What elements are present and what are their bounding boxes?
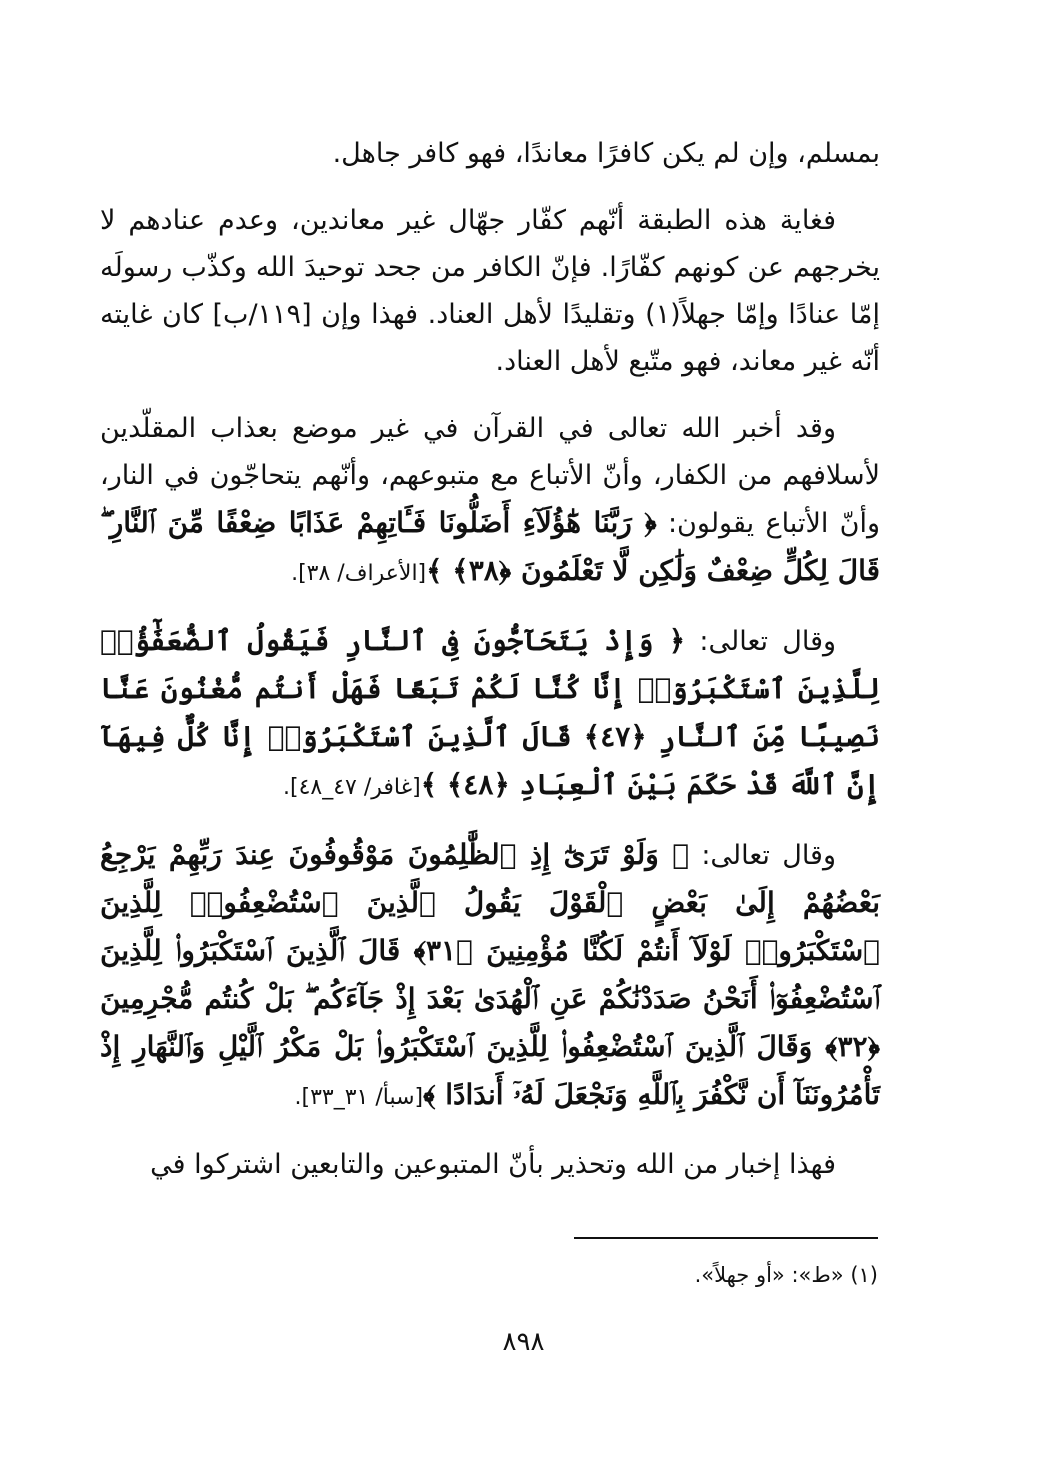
- quran-verse-araf-38: ﴿ رَبَّنَا هَٰٓؤُلَآءِ أَضَلُّونَا فَـَٔاتِهِمْ عَذَابًا ضِعْفًا مِّنَ ٱلنَّارِ ۖ قَالَ لِكُلٍّ ضِعْفٌ وَلَٰكِن لَّا تَعْلَمُونَ ﴿٣٨﴾ ﴾: [100, 506, 880, 587]
- paragraph-2-text: فغاية هذه الطبقة أنّهم كفّار جهّال غير معاندين، وعدم عنادهم لا يخرجهم عن كونهم كفّارًا. فإنّ الكافر من جحد توحيدَ الله وكذّب رسولَه إمّا عنادًا وإمّا جهلاً(١) وتقليدًا لأهل العناد. فهذا وإن [١١٩/ب] كان غايته أنّه غير معاند، فهو متّبع لأهل العناد.: [100, 205, 880, 377]
- verse-reference-ghafir: [غافر/ ٤٧_٤٨].: [283, 775, 421, 800]
- quran-verse-ghafir-47-48: ﴿ وَإِذْ يَتَحَآجُّونَ فِى ٱلنَّارِ فَيَقُولُ ٱلضُّعَفَٰٓؤُا۟ لِلَّذِينَ ٱسْتَكْبَرُوٓا۟ إِنَّا كُنَّا لَكُمْ تَبَعًا فَهَلْ أَنتُم مُّغْنُونَ عَنَّا نَصِيبًا مِّنَ ٱلنَّارِ ﴿٤٧﴾ قَالَ ٱلَّذِينَ ٱسْتَكْبَرُوٓا۟ إِنَّا كُلٌّ فِيهَآ إِنَّ ٱللَّهَ قَدْ حَكَمَ بَيْنَ ٱلْعِبَادِ ﴿٤٨﴾ ﴾: [100, 624, 881, 801]
- paragraph-4: [100, 617, 880, 811]
- quran-verse-saba-31-33: ﴿ وَلَوْ تَرَىٰٓ إِذِ ٱلظَّٰلِمُونَ مَوْقُوفُونَ عِندَ رَبِّهِمْ يَرْجِعُ بَعْضُهُمْ إِلَىٰ بَعْضٍ ٱلْقَوْلَ يَقُولُ ٱلَّذِينَ ٱسْتُضْعِفُوا۟ لِلَّذِينَ ٱسْتَكْبَرُوا۟ لَوْلَآ أَنتُمْ لَكُنَّا مُؤْمِنِينَ ﴿٣١﴾ قَالَ ٱلَّذِينَ ٱسْتَكْبَرُوا۟ لِلَّذِينَ ٱسْتُضْعِفُوٓا۟ أَنَحْنُ صَدَدْنَٰكُمْ عَنِ ٱلْهُدَىٰ بَعْدَ إِذْ جَآءَكُم ۖ بَلْ كُنتُم مُّجْرِمِينَ ﴿٣٢﴾ وَقَالَ ٱلَّذِينَ ٱسْتُضْعِفُوا۟ لِلَّذِينَ ٱسْتَكْبَرُوا۟ بَلْ مَكْرُ ٱلَّيْلِ وَٱلنَّهَارِ إِذْ تَأْمُرُونَنَآ أَن نَّكْفُرَ بِٱللَّهِ وَنَجْعَلَ لَهُۥٓ أَندَادًا ﴾: [100, 838, 880, 1111]
- paragraph-6: [100, 1141, 880, 1188]
- footnote: (١) «ط»: «أو جهلاً».: [694, 1263, 878, 1287]
- paragraph-2: [100, 197, 880, 385]
- main-text: [100, 130, 880, 1208]
- paragraph-1-text: بمسلم، وإن لم يكن كافرًا معاندًا، فهو كافر جاهل.: [332, 138, 880, 169]
- paragraph-5-text: وقال تعالى:: [701, 840, 836, 871]
- verse-reference-araf: [الأعراف/ ٣٨].: [291, 561, 427, 586]
- paragraph-1: [100, 130, 880, 177]
- paragraph-3-text: وقد أخبر الله تعالى في القرآن في غير موضع بعذاب المقلّدين لأسلافهم من الكفار، وأنّ الأتباع مع متبوعهم، وأنّهم يتحاجّون في النار، وأنّ الأتباع يقولون:: [100, 413, 881, 539]
- paragraph-5: [100, 831, 880, 1121]
- footnote-divider: [574, 1237, 878, 1239]
- paragraph-3: [100, 405, 880, 597]
- page-number: ٨٩٨: [502, 1327, 545, 1357]
- paragraph-4-text: وقال تعالى:: [699, 626, 837, 657]
- paragraph-6-text: فهذا إخبار من الله وتحذير بأنّ المتبوعين والتابعين اشتركوا في: [150, 1149, 836, 1180]
- verse-reference-saba: [سبأ/ ٣١_٣٣].: [294, 1085, 424, 1110]
